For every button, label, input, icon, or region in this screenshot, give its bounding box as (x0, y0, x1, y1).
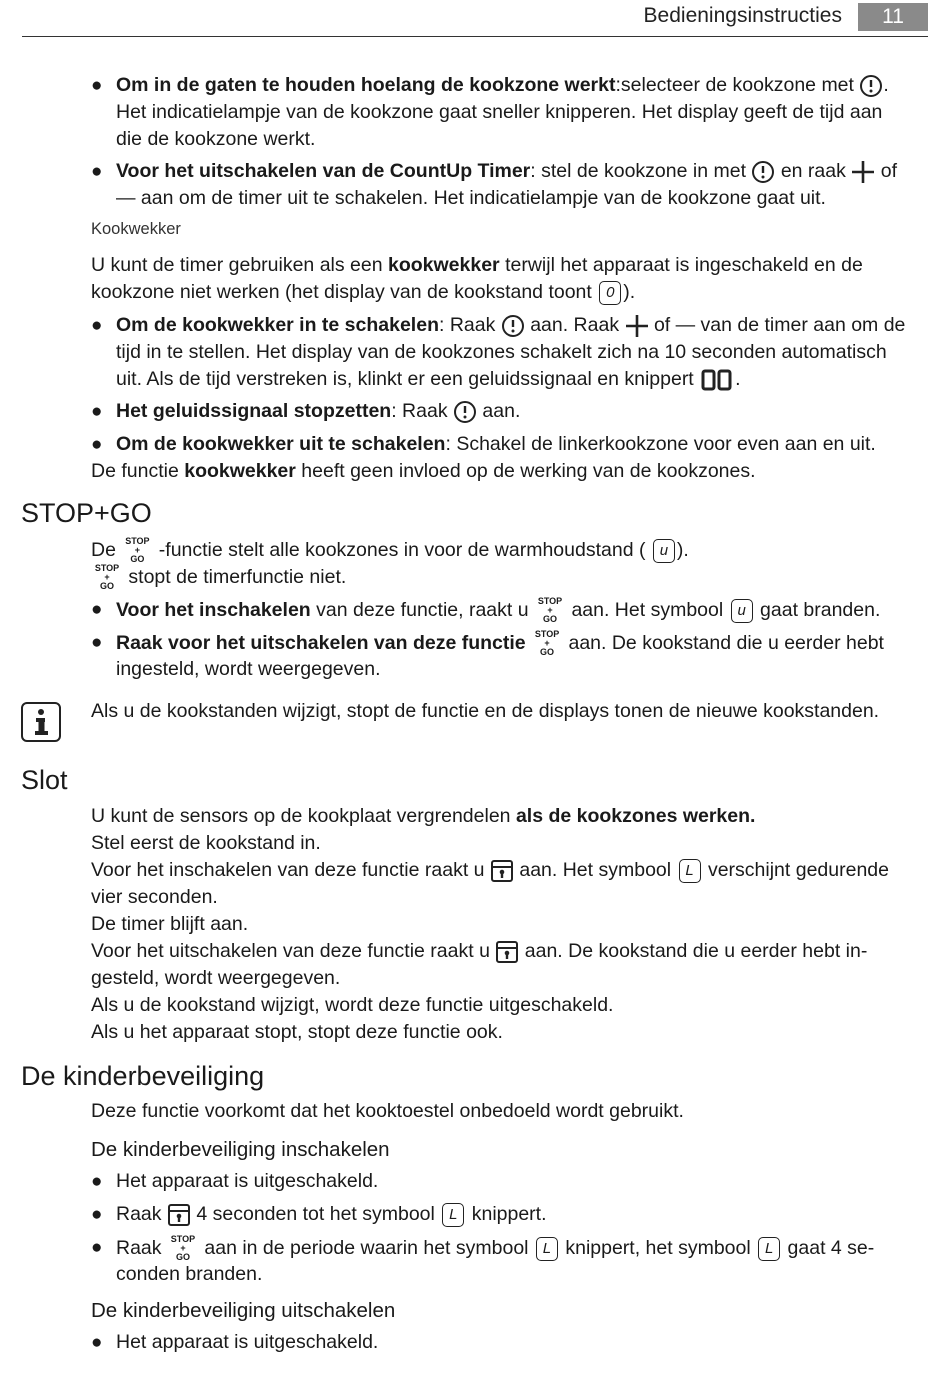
text: . (735, 368, 741, 390)
stop-go-mid: + (547, 605, 553, 615)
countup-bullet-1 (116, 72, 889, 99)
stopgo-bullet-2 (116, 629, 884, 659)
kookwekker-bullet-1-line3 (116, 366, 741, 393)
bold-text: Om in de gaten te houden hoelang de kookzone werkt (116, 74, 616, 96)
bullet-icon: ● (91, 1171, 103, 1192)
stop-go-bottom: GO (99, 581, 114, 591)
kinder-off-bullet-1: Het apparaat is uitgeschakeld. (116, 1331, 379, 1353)
page-header (22, 0, 928, 37)
stop-go-icon (169, 1234, 197, 1264)
header-title: Bedieningsinstructies (643, 4, 842, 27)
text: Raak (116, 1237, 162, 1260)
text: : Raak (438, 314, 496, 336)
section-heading-slot: Slot (21, 765, 68, 795)
text: heeft geen invloed op de werking van de kookzones. (295, 460, 756, 482)
text: aan. Het symbool (571, 599, 724, 622)
bullet-icon: ● (91, 434, 103, 455)
text: : Schakel de linkerkookzone voor even aan en uit. (445, 433, 876, 455)
text: U kunt de sensors op de kookplaat vergrendelen (91, 805, 516, 827)
text: of (880, 160, 897, 182)
section-heading-kinderbeveiliging: De kinderbeveiliging (21, 1061, 265, 1091)
text: aan. De kookstand die u eerder hebt in- (524, 940, 868, 962)
timer-icon (751, 160, 775, 184)
text: aan. Het symbool (519, 859, 672, 881)
bullet-icon: ● (91, 1332, 103, 1353)
bullet-icon: ● (91, 315, 103, 336)
stopgo-bullet-1 (116, 596, 880, 626)
text: -functie stelt alle kookzones in voor de warmhoudstand ( (158, 539, 646, 562)
text: aan. (482, 400, 521, 422)
slot-line-8: Als u de kookstand wijzigt, wordt deze functie uitgeschakeld. (91, 994, 614, 1016)
stopgo-bullet-2-line2: ingesteld, wordt weergegeven. (116, 658, 381, 680)
kookwekker-bullet-2 (116, 398, 520, 425)
page-number: 11 (858, 3, 928, 31)
subsection-title: Kookwekker (91, 220, 181, 238)
text: stopt de timerfunctie niet. (128, 566, 347, 589)
text: : stel de kookzone in met (530, 160, 746, 182)
bold-text: kookwekker (184, 460, 296, 482)
warm-symbol: u (653, 539, 675, 563)
zero-display-symbol: 0 (599, 281, 621, 305)
bullet-icon: ● (91, 161, 103, 182)
stop-go-bottom: GO (543, 614, 558, 624)
bold-text: Raak voor het uitschakelen van deze functie (116, 632, 526, 655)
bold-text: Om de kookwekker in te schakelen (116, 314, 439, 336)
text: knippert, het symbool (565, 1237, 751, 1260)
stop-go-icon (536, 596, 564, 626)
text: terwijl het apparaat is ingeschakeld en de (499, 254, 863, 276)
timer-icon (501, 314, 525, 338)
lock-symbol: L (679, 859, 701, 883)
kookwekker-bullet-1-line2: tijd in te stellen. Het display van de kookzones schakelt zich na 10 seconden automatisch (116, 341, 887, 363)
text: ). (623, 281, 636, 303)
stop-go-top: STOP (534, 629, 560, 639)
bold-text: Voor het uitschakelen van de CountUp Timer (116, 160, 531, 182)
text: Voor het uitschakelen van deze functie raakt u (91, 940, 490, 962)
stop-go-mid: + (134, 545, 140, 555)
text: van deze functie, raakt u (310, 599, 529, 622)
slot-line-3 (91, 857, 889, 884)
stop-go-icon (123, 536, 151, 566)
bold-text: Om de kookwekker uit te schakelen (116, 433, 446, 455)
plus-icon (625, 314, 649, 338)
kinder-off-heading: De kinderbeveiliging uitschakelen (91, 1299, 396, 1322)
lock-symbol: L (758, 1237, 780, 1261)
text: 4 seconden tot het symbool (196, 1203, 435, 1225)
text: gaat branden. (760, 599, 881, 622)
text: De (91, 539, 116, 562)
slot-line-5: De timer blijft aan. (91, 913, 249, 935)
stop-go-bottom: GO (540, 647, 555, 657)
text: ). (676, 539, 689, 562)
text: aan. Raak (530, 314, 620, 336)
text: kookzone niet werken (het display van de kookstand toont (91, 281, 592, 303)
bullet-icon: ● (91, 632, 103, 653)
stop-go-icon (93, 563, 121, 593)
bold-text: Het geluidssignaal stopzetten (116, 400, 392, 422)
text: verschijnt gedurende (707, 859, 889, 881)
key-lock-icon (490, 859, 514, 883)
slot-line-4: vier seconden. (91, 886, 218, 908)
countup-bullet-2-line2: — aan om de timer uit te schakelen. Het indicatielampje van de kookzone gaat uit. (116, 187, 826, 209)
stop-go-mid: + (180, 1243, 186, 1253)
kookwekker-para-1 (91, 252, 863, 279)
kookwekker-bullet-3 (116, 431, 876, 458)
countup-bullet-1-line3: die de kookzone werkt. (116, 128, 316, 150)
stop-go-mid: + (544, 638, 550, 648)
slot-line-9: Als u het apparaat stopt, stopt deze functie ook. (91, 1021, 503, 1043)
text: aan. De kookstand die u eerder hebt (568, 632, 884, 655)
key-lock-icon (495, 940, 519, 964)
timer-icon (859, 74, 883, 98)
text: gaat 4 se- (787, 1237, 875, 1260)
slot-line-7: gesteld, wordt weergegeven. (91, 967, 341, 989)
stopgo-note: Als u de kookstanden wijzigt, stopt de functie en de displays tonen de nieuwe kookstanden. (91, 700, 880, 722)
plus-icon (851, 160, 875, 184)
text: U kunt de timer gebruiken als een (91, 254, 388, 276)
text: aan in de periode waarin het symbool (204, 1237, 529, 1260)
stop-go-bottom: GO (130, 554, 145, 564)
bullet-icon: ● (91, 401, 103, 422)
stop-go-icon (533, 629, 561, 659)
kookwekker-para-2 (91, 458, 756, 485)
text: : Raak (391, 400, 448, 422)
section-heading-stopgo: STOP+GO (21, 498, 152, 528)
kinder-on-bullet-1: Het apparaat is uitgeschakeld. (116, 1170, 379, 1192)
lock-symbol: L (536, 1237, 558, 1261)
kinder-intro: Deze functie voorkomt dat het kooktoestel onbedoeld wordt gebruikt. (91, 1100, 684, 1122)
stopgo-line-1 (91, 536, 689, 566)
text: of — van de timer aan om de (653, 314, 906, 336)
kinder-on-bullet-3-line2: conden branden. (116, 1263, 263, 1285)
bold-text: Voor het inschakelen (116, 599, 311, 622)
kookwekker-para-1-line2 (91, 279, 635, 306)
warm-symbol: u (731, 599, 753, 623)
info-icon (21, 702, 61, 742)
stop-go-mid: + (104, 572, 110, 582)
text: knippert. (471, 1203, 547, 1225)
countup-bullet-1-line2: Het indicatielampje van de kookzone gaat sneller knipperen. Het display geeft de tijd aan (116, 101, 883, 123)
timer-icon (453, 400, 477, 424)
text: uit. Als de tijd verstreken is, klinkt er een geluidssignaal en knippert (116, 368, 694, 390)
bold-text: als de kookzones werken. (515, 805, 756, 827)
stop-go-top: STOP (125, 536, 150, 546)
kinder-on-bullet-3 (116, 1234, 874, 1264)
lock-symbol: L (442, 1203, 464, 1227)
slot-line-2: Stel eerst de kookstand in. (91, 832, 321, 854)
bullet-icon: ● (91, 599, 103, 620)
bullet-icon: ● (91, 1204, 103, 1225)
text: . (883, 74, 889, 96)
countup-bullet-2 (116, 158, 897, 185)
text: De functie (91, 460, 185, 482)
text: :selecteer de kookzone met (615, 74, 854, 96)
stop-go-top: STOP (94, 563, 120, 573)
info-glyph (23, 704, 59, 740)
text: en raak (780, 160, 846, 182)
text: Raak (116, 1203, 162, 1225)
kinder-on-heading: De kinderbeveiliging inschakelen (91, 1138, 390, 1161)
double-zero-display-icon (701, 369, 733, 391)
bold-text: kookwekker (388, 254, 500, 276)
bullet-icon: ● (91, 75, 103, 96)
text: Voor het inschakelen van deze functie raakt u (91, 859, 485, 881)
stopgo-line-2 (91, 563, 346, 593)
kinder-on-bullet-2 (116, 1201, 547, 1228)
key-lock-icon (167, 1203, 191, 1227)
slot-line-1 (91, 803, 755, 830)
stop-go-bottom: GO (175, 1252, 190, 1262)
kookwekker-bullet-1 (116, 312, 905, 339)
stop-go-top: STOP (537, 596, 563, 606)
slot-line-6 (91, 938, 867, 965)
stop-go-top: STOP (170, 1234, 196, 1244)
bullet-icon: ● (91, 1237, 103, 1258)
